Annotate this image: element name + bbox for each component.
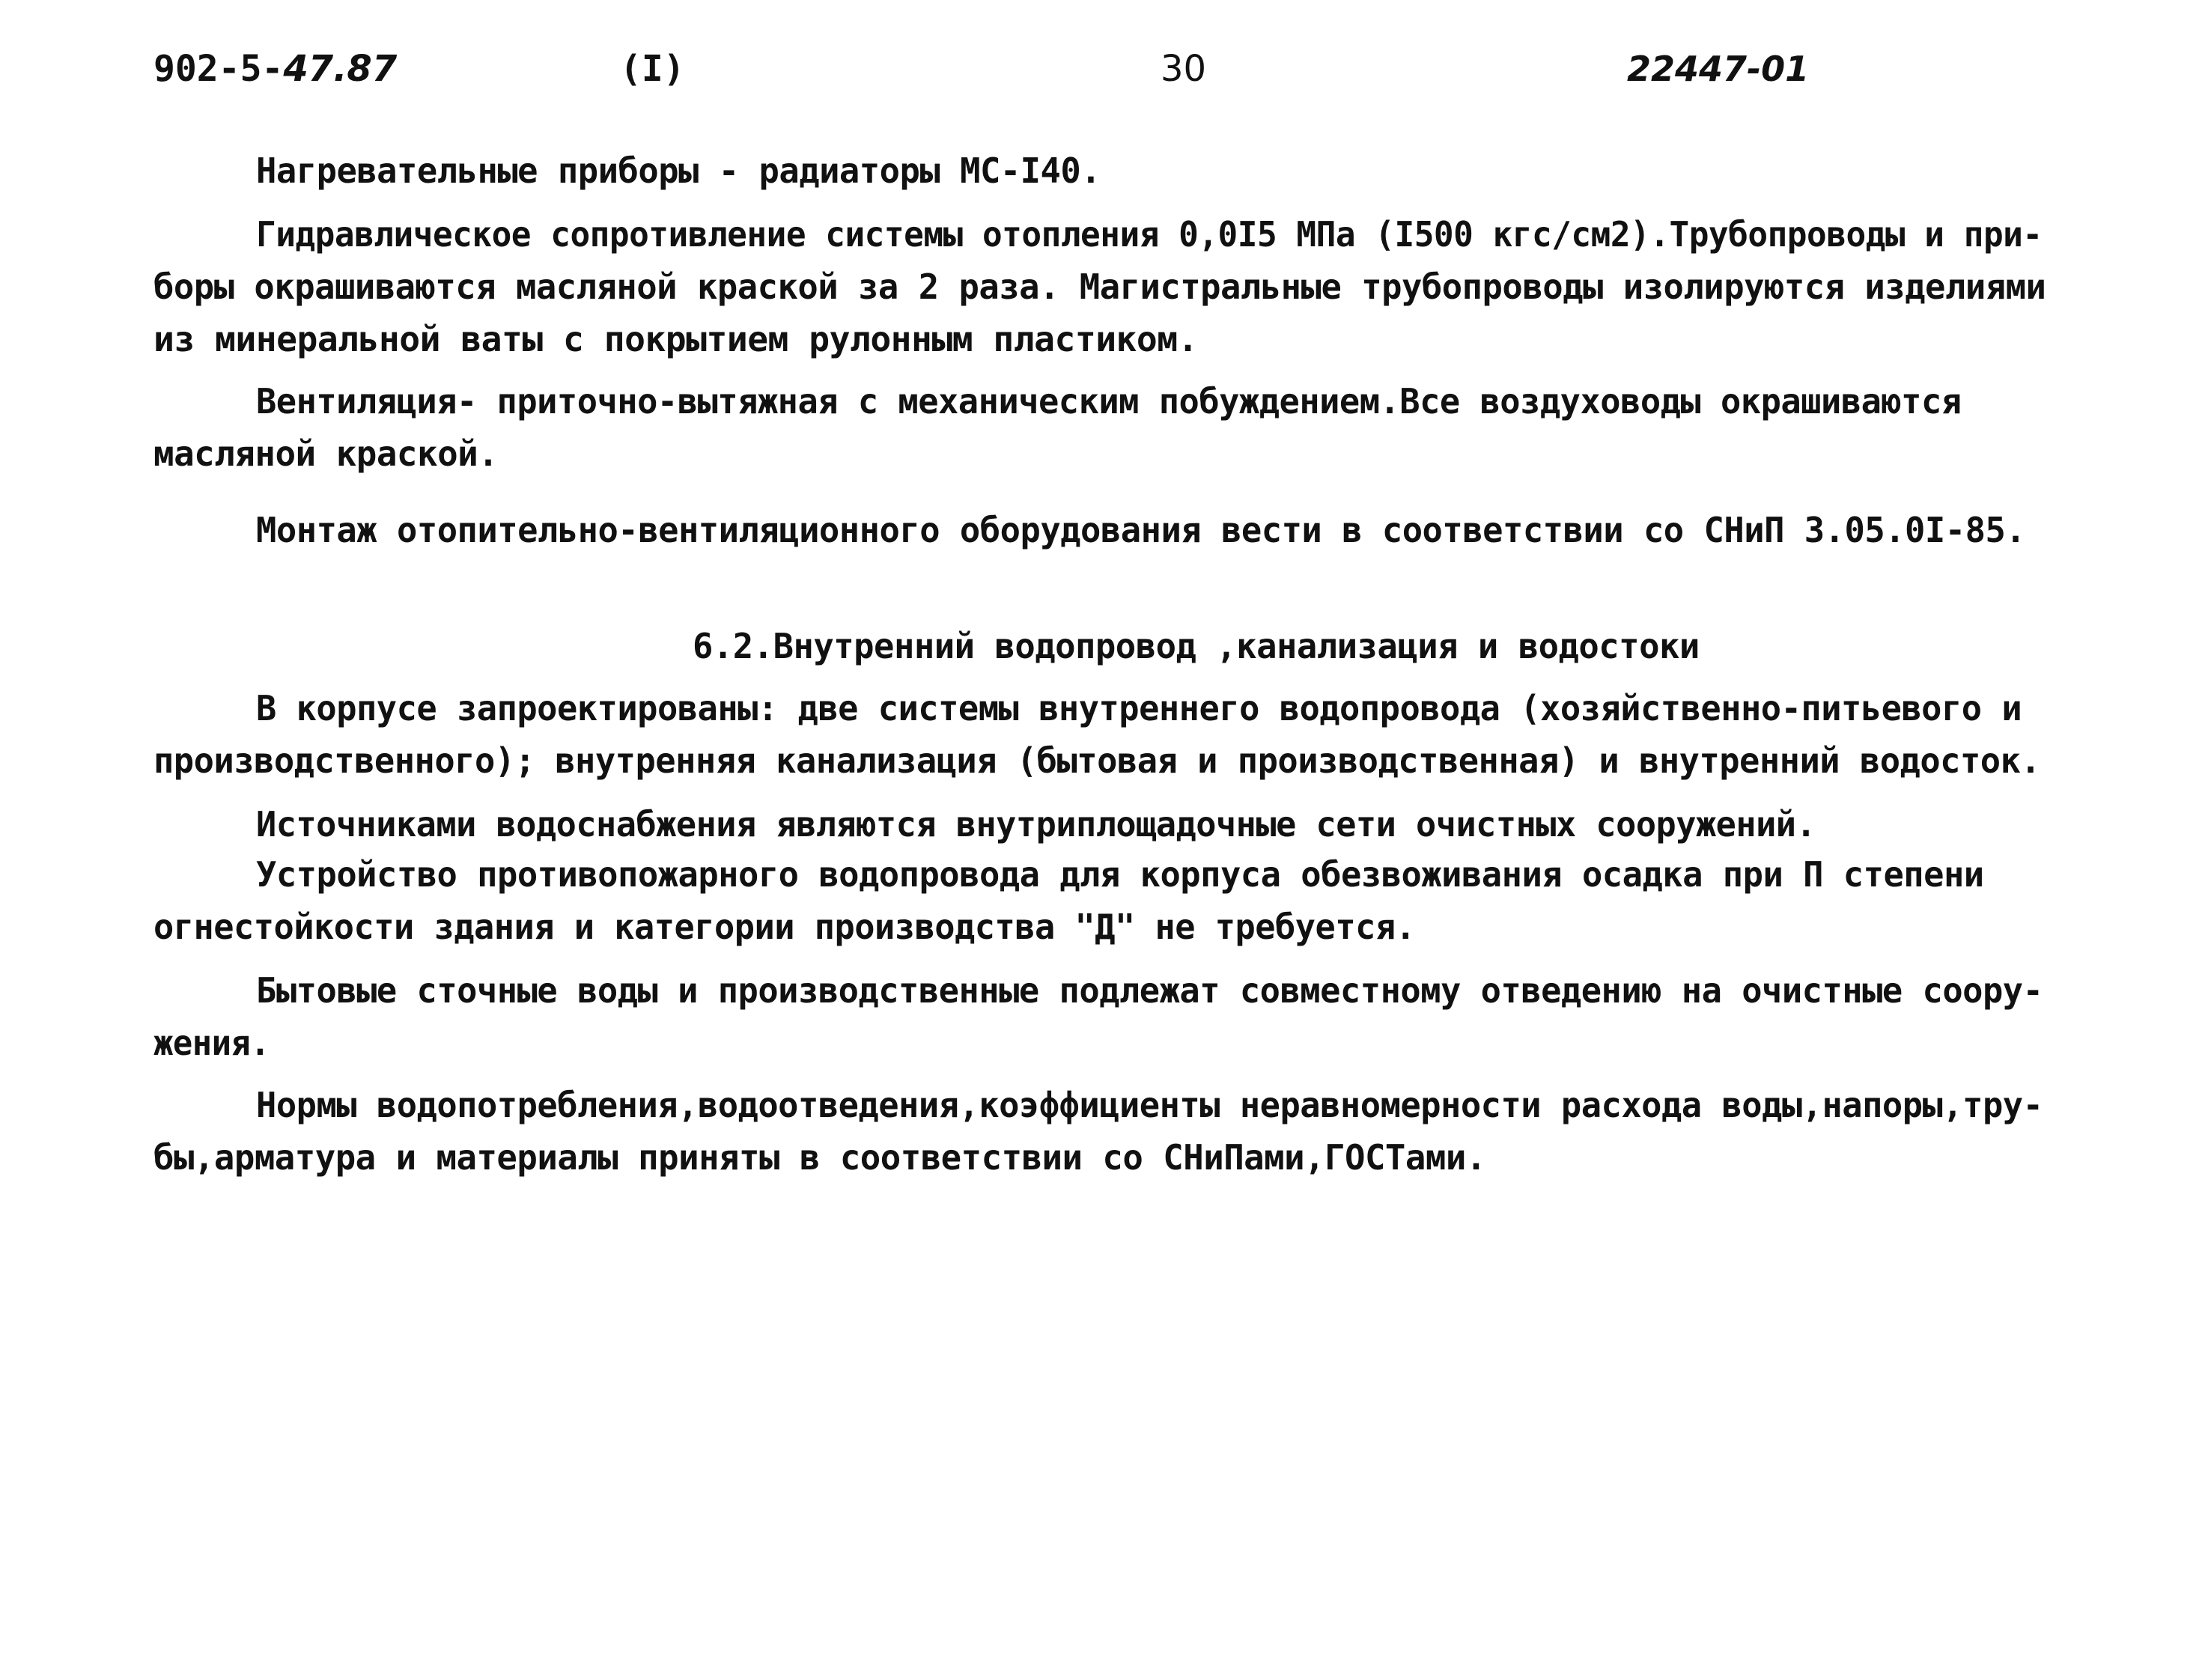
text-line-building-systems: В корпусе запроектированы: две системы внутреннего водопровода (хозяйственно-питьевого и <box>256 688 2022 728</box>
text-line-norms: Нормы водопотребления,водоотведения,коэффициенты неравномерности расхода воды,напоры,тру- <box>256 1085 2043 1125</box>
text-line-fire-resistance: огнестойкости здания и категории производства "Д" не требуется. <box>153 907 1416 947</box>
text-line-fire-water: Устройство противопожарного водопровода для корпуса обезвоживания осадка при П степени <box>256 854 1984 895</box>
section-heading: 6.2.Внутренний водопровод ,канализация и водостоки <box>693 626 1700 666</box>
text-line-heating-devices: Нагревательные приборы - радиаторы МС-I40. <box>256 150 1101 191</box>
text-line-norms-cont: бы,арматура и материалы приняты в соответствии со СНиПами,ГОСТами. <box>153 1137 1486 1178</box>
document-number: 22447-01 <box>1627 49 1810 89</box>
text-line-insulation: из минеральной ваты с покрытием рулонным пластиком. <box>153 319 1198 359</box>
text-line-ventilation-paint: масляной краской. <box>153 433 499 474</box>
text-line-wastewater: Бытовые сточные воды и производственные подлежат совместному отведению на очистные соору- <box>256 970 2043 1011</box>
document-code-handwritten: 47.87 <box>283 48 398 90</box>
text-line-painting: боры окрашиваются масляной краской за 2 раза. Магистральные трубопроводы изолируются изделиями <box>153 267 2046 307</box>
text-line-water-sources: Источниками водоснабжения являются внутриплощадочные сети очистных сооружений. <box>256 804 1816 844</box>
text-line-hydraulic-resistance: Гидравлическое сопротивление системы отопления 0,0I5 МПа (I500 кгс/см2).Трубопроводы и при- <box>256 214 2043 255</box>
text-line-wastewater-cont: жения. <box>153 1023 270 1063</box>
volume-label: (I) <box>620 48 685 90</box>
text-line-installation: Монтаж отопительно-вентиляционного оборудования вести в соответствии со СНиП 3.05.0I-85. <box>256 510 2026 550</box>
document-code <box>153 46 397 91</box>
document-code-prefix: 902-5- <box>153 48 284 90</box>
text-line-sewerage: производственного); внутренняя канализация (бытовая и производственная) и внутренний водосток. <box>153 740 2041 781</box>
text-line-ventilation: Вентиляция- приточно-вытяжная с механическим побуждением.Все воздуховоды окрашиваются <box>256 381 1962 421</box>
page-number: 30 <box>1161 48 1207 90</box>
